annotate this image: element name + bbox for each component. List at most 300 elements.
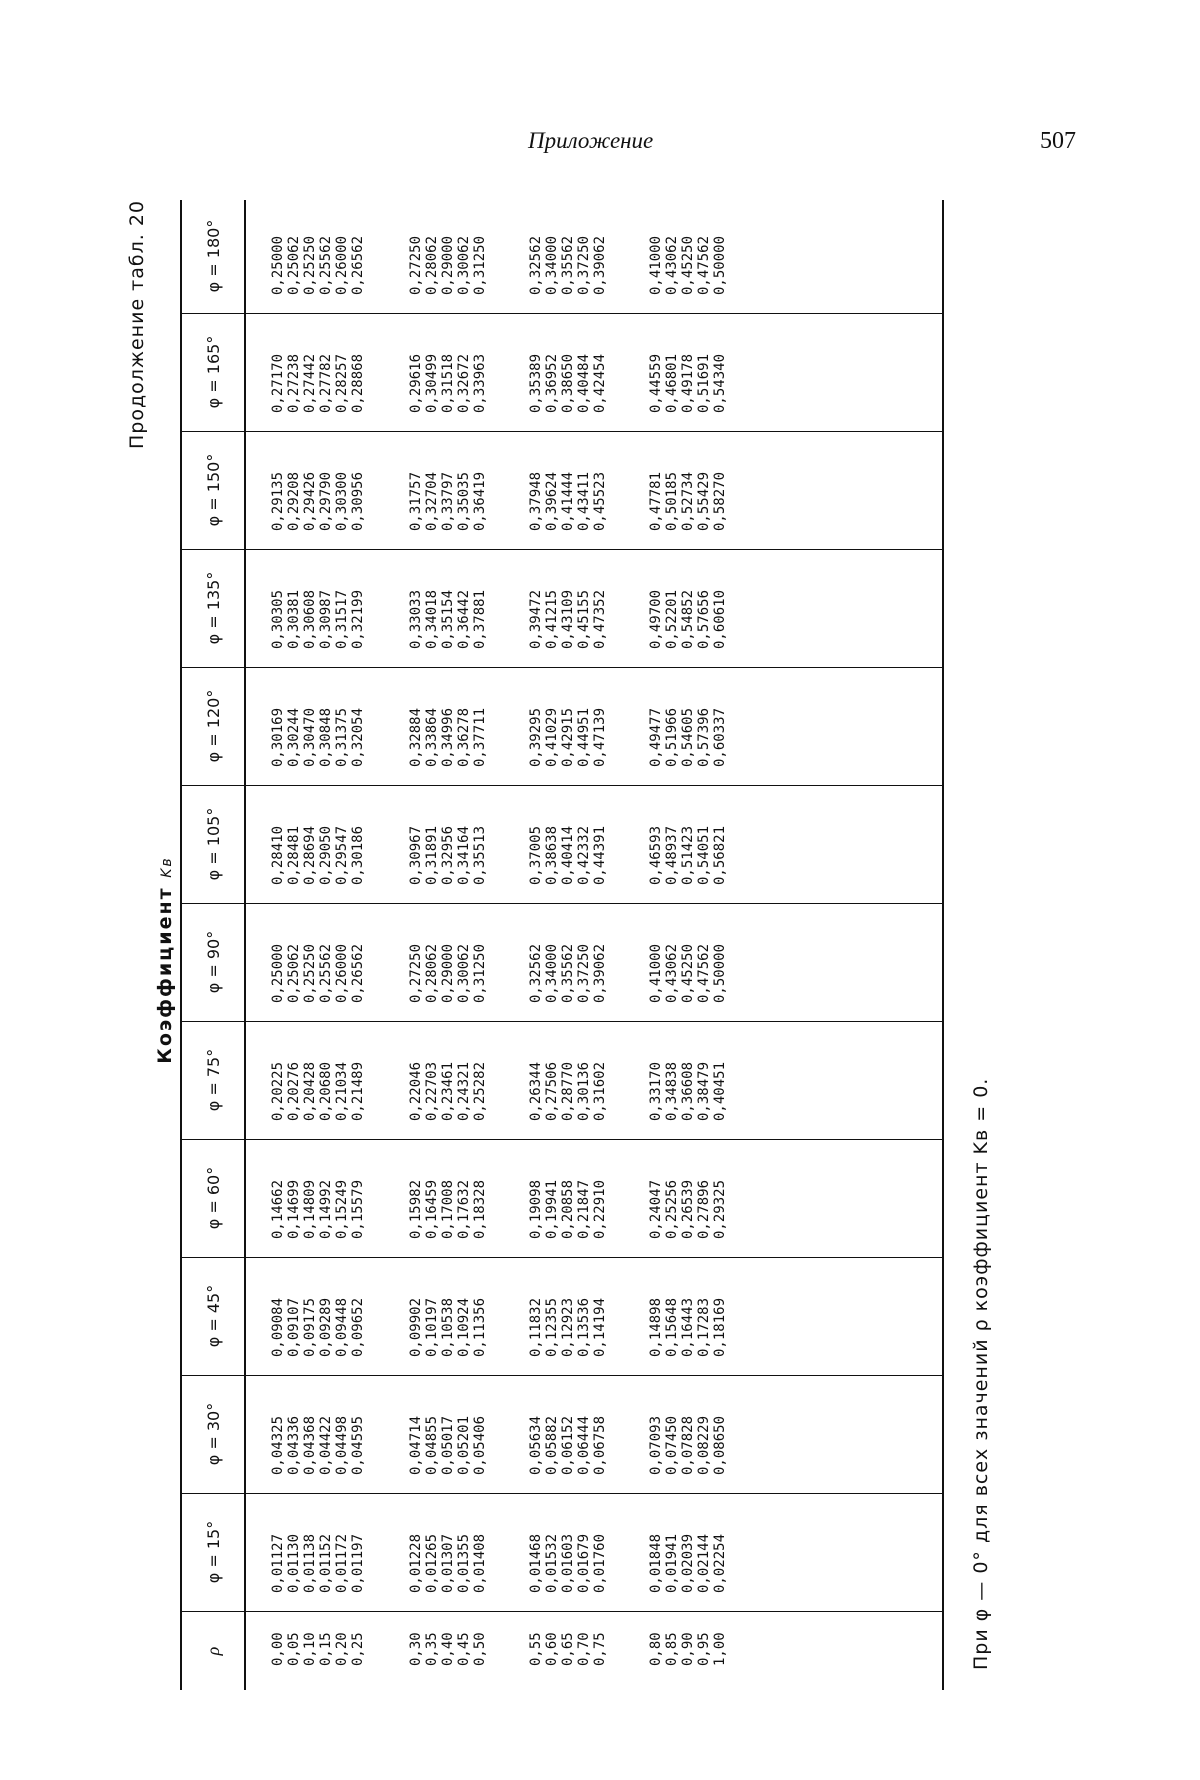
table-cell: 0,36608	[680, 1061, 696, 1121]
table-cell: 0,35035	[456, 471, 472, 531]
table-cell: 0,30169	[270, 707, 286, 767]
table-cell: 0,49700	[648, 589, 664, 649]
table-cell: 0,09084	[270, 1297, 286, 1357]
table-cell: 0,01532	[544, 1533, 560, 1593]
table-cell: 0,25562	[318, 943, 334, 1003]
table-cell: 0,29000	[440, 943, 456, 1003]
table-cell: 0,48937	[664, 825, 680, 885]
table-cell: 0,11832	[528, 1297, 544, 1357]
table-cell: 0,27506	[544, 1061, 560, 1121]
table-cell: 0,10538	[440, 1297, 456, 1357]
row-group	[270, 1375, 366, 1493]
table-cell: 0,34996	[440, 707, 456, 767]
table-cell: 0,38638	[544, 825, 560, 885]
row-group	[648, 549, 744, 667]
column-phi-9	[182, 549, 942, 668]
table-cell: 0,01941	[664, 1533, 680, 1593]
row-group	[648, 1612, 744, 1690]
rho-value: 0,10	[302, 1632, 318, 1666]
table-cell: 0,32562	[528, 235, 544, 295]
row-group	[270, 1257, 366, 1375]
table-cell: 0,60337	[712, 707, 728, 767]
table-cell: 0,17632	[456, 1179, 472, 1239]
table-cell: 0,29790	[318, 471, 334, 531]
row-group	[528, 199, 624, 313]
row-group	[408, 667, 504, 785]
table-cell: 0,08650	[712, 1415, 728, 1475]
table-cell: 0,39062	[592, 235, 608, 295]
table-cell: 0,05201	[456, 1415, 472, 1475]
column-phi-4	[182, 1139, 942, 1258]
row-group	[648, 199, 744, 313]
table-cell: 0,32704	[424, 471, 440, 531]
table-cell: 0,30470	[302, 707, 318, 767]
column-phi-6	[182, 903, 942, 1022]
table-cell: 0,25250	[302, 235, 318, 295]
table-cell: 0,06444	[576, 1415, 592, 1475]
table-cell: 0,27170	[270, 353, 286, 413]
table-cell: 0,17008	[440, 1179, 456, 1239]
row-group	[528, 1612, 624, 1690]
table-cell: 0,10924	[456, 1297, 472, 1357]
table-cell: 0,25062	[286, 235, 302, 295]
rho-value: 0,90	[680, 1632, 696, 1666]
row-group	[408, 1021, 504, 1139]
table-cell: 0,05017	[440, 1415, 456, 1475]
column-header: φ = 15°	[203, 1520, 223, 1584]
table-cell: 0,28410	[270, 825, 286, 885]
row-group	[648, 1139, 744, 1257]
table-cell: 0,01127	[270, 1533, 286, 1593]
row-group	[528, 1021, 624, 1139]
row-group	[408, 549, 504, 667]
table-cell: 0,32956	[440, 825, 456, 885]
table-cell: 0,14194	[592, 1297, 608, 1357]
row-group	[648, 1257, 744, 1375]
table-cell: 0,01848	[648, 1533, 664, 1593]
table-cell: 0,01307	[440, 1533, 456, 1593]
table-cell: 0,25256	[664, 1179, 680, 1239]
table-cell: 0,01468	[528, 1533, 544, 1593]
table-cell: 0,14898	[648, 1297, 664, 1357]
table-cell: 0,04595	[350, 1415, 366, 1475]
rho-value: 0,55	[528, 1632, 544, 1666]
row-group	[270, 549, 366, 667]
table-cell: 0,30136	[576, 1061, 592, 1121]
row-group	[270, 785, 366, 903]
row-group	[270, 1021, 366, 1139]
table-cell: 0,01228	[408, 1533, 424, 1593]
table-cell: 0,27442	[302, 353, 318, 413]
rho-value: 0,80	[648, 1632, 664, 1666]
row-group	[270, 1612, 366, 1690]
row-group	[648, 1021, 744, 1139]
table-cell: 0,02144	[696, 1533, 712, 1593]
table-cell: 0,10197	[424, 1297, 440, 1357]
table-cell: 0,33170	[648, 1061, 664, 1121]
table-cell: 0,09289	[318, 1297, 334, 1357]
row-group	[528, 903, 624, 1021]
row-group	[270, 199, 366, 313]
table-cell: 0,17283	[696, 1297, 712, 1357]
column-phi-2	[182, 1375, 942, 1494]
table-cell: 0,26000	[334, 235, 350, 295]
table-cell: 0,22703	[424, 1061, 440, 1121]
table-cell: 0,46593	[648, 825, 664, 885]
column-phi-10	[182, 431, 942, 550]
table-cell: 0,43109	[560, 589, 576, 649]
row-group	[408, 431, 504, 549]
row-group	[528, 785, 624, 903]
table-cell: 0,31757	[408, 471, 424, 531]
row-group	[270, 1493, 366, 1611]
table-cell: 0,01603	[560, 1533, 576, 1593]
table-cell: 0,02039	[680, 1533, 696, 1593]
table-cell: 0,15982	[408, 1179, 424, 1239]
table-cell: 0,43062	[664, 235, 680, 295]
table-cell: 0,37005	[528, 825, 544, 885]
table-cell: 0,50185	[664, 471, 680, 531]
table-cell: 0,36442	[456, 589, 472, 649]
table-cell: 0,31602	[592, 1061, 608, 1121]
table-title-text: Коэффициент	[154, 886, 176, 1064]
row-group	[408, 903, 504, 1021]
table-cell: 0,20680	[318, 1061, 334, 1121]
rho-value: 0,35	[424, 1632, 440, 1666]
rho-value: 0,30	[408, 1632, 424, 1666]
table-cell: 0,47562	[696, 943, 712, 1003]
table-cell: 0,49178	[680, 353, 696, 413]
table-cell: 0,01130	[286, 1533, 302, 1593]
table-cell: 0,33033	[408, 589, 424, 649]
table-cell: 0,40484	[576, 353, 592, 413]
table-cell: 0,44391	[592, 825, 608, 885]
table-cell: 0,33864	[424, 707, 440, 767]
table-cell: 0,21489	[350, 1061, 366, 1121]
table-cell: 0,38650	[560, 353, 576, 413]
table-cell: 0,30300	[334, 471, 350, 531]
rho-value: 0,70	[576, 1632, 592, 1666]
column-phi-8	[182, 667, 942, 786]
table-cell: 0,32672	[456, 353, 472, 413]
table-cell: 0,57396	[696, 707, 712, 767]
table-cell: 0,29208	[286, 471, 302, 531]
row-group	[270, 903, 366, 1021]
table-cell: 0,35154	[440, 589, 456, 649]
table-cell: 0,04498	[334, 1415, 350, 1475]
table-cell: 0,09448	[334, 1297, 350, 1357]
column-phi-7	[182, 785, 942, 904]
table-cell: 0,07093	[648, 1415, 664, 1475]
table-cell: 0,05634	[528, 1415, 544, 1475]
table-cell: 0,20858	[560, 1179, 576, 1239]
row-group	[648, 1375, 744, 1493]
table-cell: 0,56821	[712, 825, 728, 885]
table-cell: 0,20276	[286, 1061, 302, 1121]
table-cell: 0,44951	[576, 707, 592, 767]
table-cell: 0,25000	[270, 943, 286, 1003]
table-cell: 0,32884	[408, 707, 424, 767]
table-cell: 0,01172	[334, 1533, 350, 1593]
table-cell: 0,27896	[696, 1179, 712, 1239]
table-cell: 0,42915	[560, 707, 576, 767]
column-header: φ = 120°	[203, 689, 223, 763]
table-cell: 0,54605	[680, 707, 696, 767]
table-cell: 0,29616	[408, 353, 424, 413]
row-group	[270, 431, 366, 549]
footnote: При φ — 0° для всех значений ρ коэффициент Kв = 0.	[970, 1077, 992, 1670]
table-cell: 0,01408	[472, 1533, 488, 1593]
table-cell: 0,35513	[472, 825, 488, 885]
table-cell: 0,36419	[472, 471, 488, 531]
column-header: φ = 150°	[203, 453, 223, 527]
table-cell: 0,29000	[440, 235, 456, 295]
rho-value: 0,85	[664, 1632, 680, 1666]
table-cell: 0,37250	[576, 943, 592, 1003]
rho-value: 0,60	[544, 1632, 560, 1666]
rho-value: 0,75	[592, 1632, 608, 1666]
table-cell: 0,29135	[270, 471, 286, 531]
table-cell: 0,50000	[712, 943, 728, 1003]
table-cell: 0,29547	[334, 825, 350, 885]
table-cell: 0,44559	[648, 353, 664, 413]
table-cell: 0,30956	[350, 471, 366, 531]
table-cell: 0,58270	[712, 471, 728, 531]
row-group	[408, 1612, 504, 1690]
table-cell: 0,14809	[302, 1179, 318, 1239]
row-group	[408, 1139, 504, 1257]
table-cell: 0,34164	[456, 825, 472, 885]
table-cell: 0,04855	[424, 1415, 440, 1475]
table-cell: 0,02254	[712, 1533, 728, 1593]
column-header: φ = 135°	[203, 571, 223, 645]
table-cell: 0,19098	[528, 1179, 544, 1239]
table-cell: 0,37250	[576, 235, 592, 295]
table-cell: 0,52734	[680, 471, 696, 531]
table-cell: 0,47352	[592, 589, 608, 649]
column-phi-11	[182, 313, 942, 432]
table-cell: 0,27250	[408, 235, 424, 295]
table-cell: 0,26000	[334, 943, 350, 1003]
row-group	[528, 549, 624, 667]
table-cell: 0,34018	[424, 589, 440, 649]
rho-value: 0,25	[350, 1632, 366, 1666]
table-cell: 0,32054	[350, 707, 366, 767]
table-cell: 0,28694	[302, 825, 318, 885]
table-cell: 0,41000	[648, 235, 664, 295]
row-group	[528, 667, 624, 785]
table-cell: 0,42454	[592, 353, 608, 413]
table-cell: 0,15648	[664, 1297, 680, 1357]
table-cell: 0,09107	[286, 1297, 302, 1357]
table-cell: 0,28062	[424, 235, 440, 295]
table-cell: 0,19941	[544, 1179, 560, 1239]
table-cell: 0,52201	[664, 589, 680, 649]
table-cell: 0,57656	[696, 589, 712, 649]
table-cell: 0,01152	[318, 1533, 334, 1593]
table-cell: 0,01355	[456, 1533, 472, 1593]
table-cell: 0,51423	[680, 825, 696, 885]
table-cell: 0,25000	[270, 235, 286, 295]
row-group	[270, 667, 366, 785]
table-cell: 0,07828	[680, 1415, 696, 1475]
table-cell: 0,26344	[528, 1061, 544, 1121]
table-cell: 0,28481	[286, 825, 302, 885]
table-cell: 0,13536	[576, 1297, 592, 1357]
rho-value: 0,40	[440, 1632, 456, 1666]
coefficient-table	[180, 200, 944, 1690]
table-cell: 0,24047	[648, 1179, 664, 1239]
row-group	[528, 1375, 624, 1493]
column-header: φ = 30°	[203, 1402, 223, 1466]
table-cell: 0,01197	[350, 1533, 366, 1593]
table-title-symbol: Kв	[159, 856, 175, 878]
table-cell: 0,30186	[350, 825, 366, 885]
table-cell: 0,34000	[544, 235, 560, 295]
table-cell: 0,43411	[576, 471, 592, 531]
rho-value: 0,50	[472, 1632, 488, 1666]
table-cell: 0,38479	[696, 1061, 712, 1121]
row-group	[408, 1257, 504, 1375]
table-cell: 0,25250	[302, 943, 318, 1003]
table-cell: 0,31517	[334, 589, 350, 649]
table-cell: 0,21847	[576, 1179, 592, 1239]
table-cell: 0,04336	[286, 1415, 302, 1475]
row-group	[648, 313, 744, 431]
row-group	[270, 313, 366, 431]
rho-value: 0,05	[286, 1632, 302, 1666]
table-cell: 0,37948	[528, 471, 544, 531]
table-cell: 0,37711	[472, 707, 488, 767]
table-cell: 0,33797	[440, 471, 456, 531]
table-cell: 0,35562	[560, 943, 576, 1003]
table-cell: 0,09652	[350, 1297, 366, 1357]
row-group	[408, 1375, 504, 1493]
column-header: φ = 180°	[203, 219, 223, 293]
table-cell: 0,06152	[560, 1415, 576, 1475]
rho-value: 0,20	[334, 1632, 350, 1666]
table-cell: 0,32199	[350, 589, 366, 649]
table-cell: 0,54051	[696, 825, 712, 885]
table-cell: 0,55429	[696, 471, 712, 531]
table-cell: 0,28868	[350, 353, 366, 413]
table-cell: 0,34838	[664, 1061, 680, 1121]
row-group	[528, 1139, 624, 1257]
rho-value: 0,95	[696, 1632, 712, 1666]
table-cell: 0,36952	[544, 353, 560, 413]
table-cell: 0,14662	[270, 1179, 286, 1239]
rho-value: 0,00	[270, 1632, 286, 1666]
table-cell: 0,24321	[456, 1061, 472, 1121]
table-cell: 0,45523	[592, 471, 608, 531]
table-cell: 0,30062	[456, 943, 472, 1003]
column-header: φ = 105°	[203, 807, 223, 881]
table-cell: 0,31250	[472, 943, 488, 1003]
table-cell: 0,29325	[712, 1179, 728, 1239]
table-cell: 0,42332	[576, 825, 592, 885]
rotated-table-page	[120, 200, 1060, 1720]
table-cell: 0,25062	[286, 943, 302, 1003]
table-cell: 0,39295	[528, 707, 544, 767]
column-rho	[182, 1612, 942, 1690]
table-cell: 0,51691	[696, 353, 712, 413]
table-cell: 0,45155	[576, 589, 592, 649]
table-cell: 0,14992	[318, 1179, 334, 1239]
column-header: φ = 90°	[203, 930, 223, 994]
column-header: φ = 75°	[203, 1048, 223, 1112]
page-number: 507	[1040, 128, 1076, 154]
row-group	[528, 1257, 624, 1375]
table-cell: 0,04422	[318, 1415, 334, 1475]
table-cell: 0,25282	[472, 1061, 488, 1121]
table-cell: 0,20428	[302, 1061, 318, 1121]
table-cell: 0,05406	[472, 1415, 488, 1475]
table-cell: 0,37881	[472, 589, 488, 649]
row-group	[648, 431, 744, 549]
table-title	[154, 200, 176, 1720]
table-cell: 0,15579	[350, 1179, 366, 1239]
table-cell: 0,23461	[440, 1061, 456, 1121]
rho-value: 0,45	[456, 1632, 472, 1666]
table-cell: 0,08229	[696, 1415, 712, 1475]
table-cell: 0,29050	[318, 825, 334, 885]
table-cell: 0,16443	[680, 1297, 696, 1357]
table-cell: 0,31375	[334, 707, 350, 767]
running-title: Приложение	[528, 128, 654, 153]
table-cell: 0,27238	[286, 353, 302, 413]
table-cell: 0,45250	[680, 235, 696, 295]
row-group	[528, 431, 624, 549]
table-cell: 0,07450	[664, 1415, 680, 1475]
table-cell: 0,04325	[270, 1415, 286, 1475]
table-cell: 0,26539	[680, 1179, 696, 1239]
table-cell: 0,30987	[318, 589, 334, 649]
table-cell: 0,30608	[302, 589, 318, 649]
table-cell: 0,22910	[592, 1179, 608, 1239]
table-cell: 0,49477	[648, 707, 664, 767]
table-cell: 0,28062	[424, 943, 440, 1003]
table-cell: 0,28770	[560, 1061, 576, 1121]
table-cell: 0,50000	[712, 235, 728, 295]
row-group	[648, 903, 744, 1021]
table-cell: 0,30244	[286, 707, 302, 767]
table-cell: 0,22046	[408, 1061, 424, 1121]
table-cell: 0,33963	[472, 353, 488, 413]
table-cell: 0,30848	[318, 707, 334, 767]
table-cell: 0,12923	[560, 1297, 576, 1357]
table-cell: 0,01138	[302, 1533, 318, 1593]
column-phi-12	[182, 199, 942, 314]
table-cell: 0,05882	[544, 1415, 560, 1475]
table-cell: 0,09902	[408, 1297, 424, 1357]
table-cell: 0,35389	[528, 353, 544, 413]
table-cell: 0,43062	[664, 943, 680, 1003]
table-cell: 0,39062	[592, 943, 608, 1003]
table-cell: 0,47139	[592, 707, 608, 767]
table-cell: 0,09175	[302, 1297, 318, 1357]
table-cell: 0,21034	[334, 1061, 350, 1121]
table-cell: 0,39624	[544, 471, 560, 531]
row-group	[648, 785, 744, 903]
column-header: ρ	[202, 1646, 223, 1656]
row-group	[528, 313, 624, 431]
table-cell: 0,30381	[286, 589, 302, 649]
table-cell: 0,14699	[286, 1179, 302, 1239]
table-cell: 0,30305	[270, 589, 286, 649]
table-cell: 0,40414	[560, 825, 576, 885]
table-cell: 0,11356	[472, 1297, 488, 1357]
table-cell: 0,41215	[544, 589, 560, 649]
